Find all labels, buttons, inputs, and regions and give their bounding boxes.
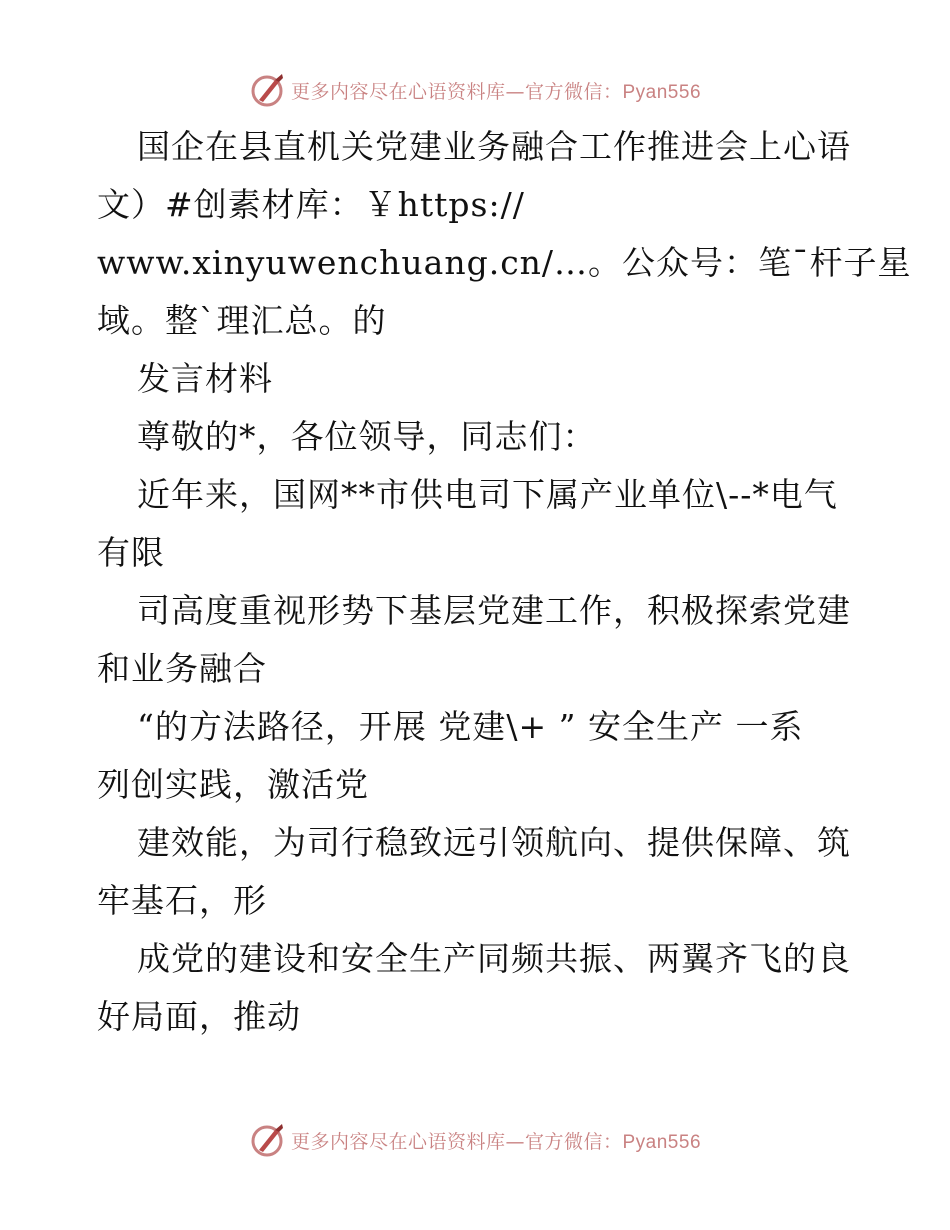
body-line: 好局面，推动 — [97, 997, 301, 1036]
watermark-dash: — — [505, 80, 525, 103]
body-line: 尊敬的*，各位领导，同志们： — [137, 417, 597, 456]
body-line: 发言材料 — [137, 359, 273, 398]
quill-pen-circle-icon — [249, 1122, 285, 1158]
watermark-brand: 更多内容尽在心语资料库 — [290, 1130, 506, 1153]
body-line: 域。整`理汇总。的 — [97, 301, 387, 340]
watermark-text — [291, 77, 701, 104]
body-line: “的方法路径，开展 党建\+ ” 安全生产 一系 — [137, 707, 804, 746]
body-line: 牢基石，形 — [97, 881, 267, 920]
body-line: 国企在县直机关党建业务融合工作推进会上心语 — [137, 127, 851, 166]
body-line: 有限 — [97, 533, 165, 572]
body-line: 成党的建设和安全生产同频共振、两翼齐飞的良 — [137, 939, 851, 978]
watermark-dash: — — [505, 1130, 525, 1153]
watermark-label: 官方微信： — [524, 1130, 623, 1153]
watermark-text — [291, 1127, 701, 1154]
body-line: 和业务融合 — [97, 649, 267, 688]
body-line: 建效能，为司行稳致远引领航向、提供保障、筑 — [137, 823, 851, 862]
body-line: 近年来，国网**市供电司下属产业单位\--*电气 — [137, 475, 838, 514]
document-body — [97, 118, 912, 1046]
quill-pen-circle-icon — [249, 72, 285, 108]
body-line: 文）#创素材库：￥https:// — [97, 185, 525, 224]
watermark-id: Pyan556 — [622, 1131, 702, 1153]
watermark-label: 官方微信： — [524, 80, 623, 103]
watermark-brand: 更多内容尽在心语资料库 — [290, 80, 506, 103]
header-watermark — [0, 70, 950, 110]
body-line: 列创实践，激活党 — [97, 765, 369, 804]
body-line: www.xinyuwenchuang.cn/…。公众号：笔¯杆子星 — [97, 243, 912, 282]
watermark-id: Pyan556 — [622, 81, 702, 103]
footer-watermark — [0, 1120, 950, 1160]
body-line: 司高度重视形势下基层党建工作，积极探索党建 — [137, 591, 851, 630]
